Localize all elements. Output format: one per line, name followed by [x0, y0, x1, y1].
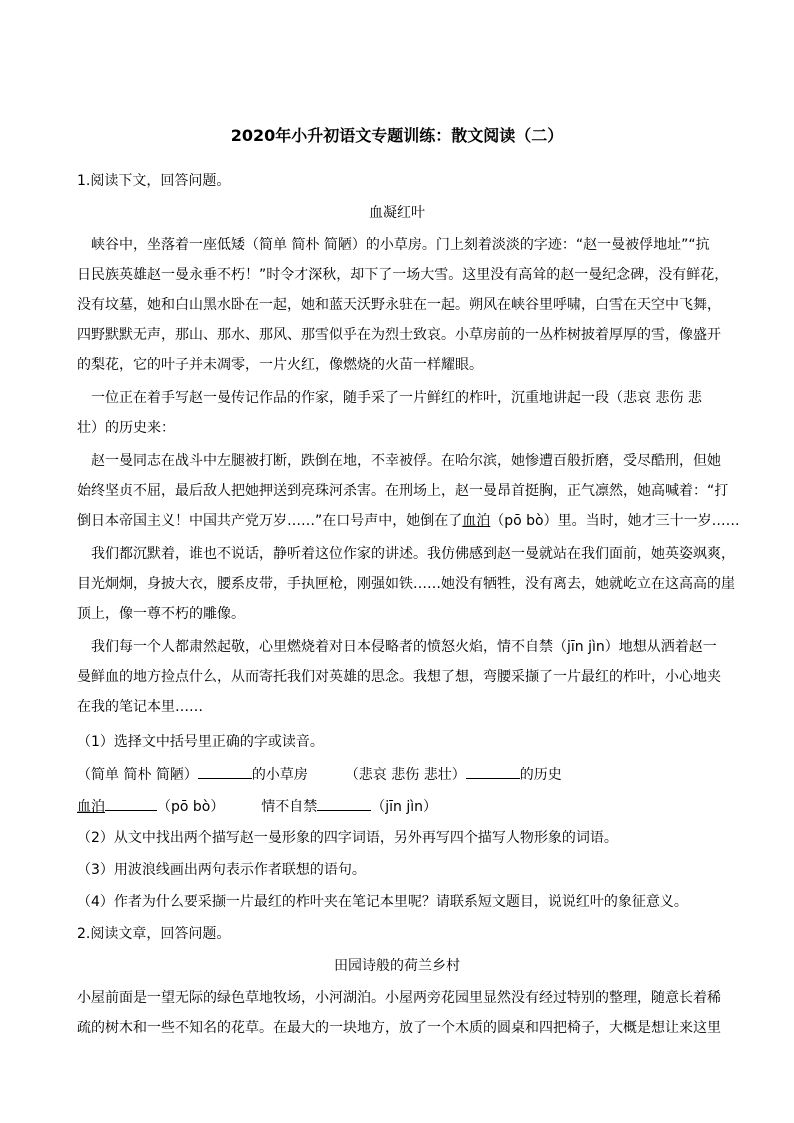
answer-blank[interactable]: [317, 796, 371, 811]
document-title: 2020年小升初语文专题训练：散文阅读（二）: [230, 126, 564, 145]
answer-blank[interactable]: [105, 796, 157, 811]
passage-1-line: 顶上，像一尊不朽的雕像。: [77, 606, 245, 622]
passage-1-line: 没有坟墓，她和白山黑水卧在一起，她和蓝天沃野永驻在一起。朔风在峡谷里呼啸，白雪在天空中飞舞，: [77, 297, 721, 313]
underlined-word: 血泊: [462, 513, 491, 529]
fill-d-pinyin: （jīn jìn）: [371, 799, 438, 815]
fill-c-word: 血泊: [77, 799, 105, 815]
passage-1-line: 一位正在着手写赵一曼传记作品的作家，随手采了一片鲜红的柞叶，沉重地讲起一段（悲哀 悲伤 悲: [91, 390, 702, 406]
passage-2-title: 田园诗般的荷兰乡村: [334, 958, 460, 974]
passage-1-line: 的梨花，它的叶子并未凋零，一片火红，像燃烧的火苗一样耀眼。: [77, 357, 483, 373]
answer-blank[interactable]: [198, 764, 252, 779]
passage-1-title: 血凝红叶: [369, 205, 425, 221]
sub-question-1: （1）选择文中括号里正确的字或读音。: [77, 734, 324, 750]
passage-1-line: 四野默默无声，那山、那水、那风、那雪似乎在为烈士致哀。小草房前的一丛柞树披着厚厚的雪，像盛开: [77, 327, 721, 343]
fill-b-options: （悲哀 悲伤 悲壮）: [344, 767, 466, 783]
passage-1-line: 壮）的历史来：: [77, 420, 175, 436]
fill-a-suffix: 的小草房: [251, 767, 308, 783]
passage-2-line: 疏的树木和一些不知名的花草。在最大的一块地方，放了一个木质的圆桌和四把椅子，大概是想让来这里: [77, 1020, 721, 1036]
sub-question-2: （2）从文中找出两个描写赵一曼形象的四字词语，另外再写四个描写人物形象的词语。: [77, 830, 618, 846]
passage-1-line: 曼鲜血的地方捡点什么，从而寄托我们对英雄的思念。我想了想，弯腰采撷了一片最红的柞叶，小心地夹: [77, 669, 721, 685]
passage-1-line: 日民族英雄赵一曼永垂不朽！”时令才深秋，却下了一场大雪。这里没有高耸的赵一曼纪念碑，没有鲜花，: [77, 267, 729, 283]
question-1-intro: 1.阅读下文，回答问题。: [77, 173, 231, 189]
fill-row-2: [77, 796, 437, 817]
sub-question-3: （3）用波浪线画出两句表示作者联想的语句。: [77, 862, 366, 878]
fill-b-suffix: 的历史: [519, 767, 562, 783]
passage-1-line: 始终坚贞不屈，最后敌人把她押送到亮珠河杀害。在刑场上，赵一曼昂首挺胸，正气凛然，她高喊着：“打: [77, 483, 729, 499]
passage-1-line: 目光炯炯，身披大衣，腰系皮带，手执匣枪，刚强如铁……她没有牺牲，没有离去，她就屹立在这高高的崖: [77, 576, 735, 592]
passage-1-line: 我们都沉默着，谁也不说话，静听着这位作家的讲述。我仿佛感到赵一曼就站在我们面前，她英姿飒爽，: [91, 546, 735, 562]
passage-1-line: 赵一曼同志在战斗中左腿被打断，跌倒在地，不幸被俘。在哈尔滨，她惨遭百般折磨，受尽酷刑，但她: [91, 453, 721, 469]
passage-1-line: 在我的笔记本里……: [77, 699, 203, 715]
fill-d-word: 情不自禁: [261, 799, 318, 815]
fill-c-pinyin: （pō bò）: [157, 799, 225, 815]
passage-1-text: 倒日本帝国主义！中国共产党万岁……”在口号声中，她倒在了: [77, 513, 463, 529]
passage-2-line: 小屋前面是一望无际的绿色草地牧场，小河湖泊。小屋两旁花园里显然没有经过特别的整理，随意长着稀: [77, 990, 721, 1006]
answer-blank[interactable]: [466, 764, 520, 779]
sub-question-4: （4）作者为什么要采撷一片最红的柞叶夹在笔记本里呢？请联系短文题目，说说红叶的象征意义。: [77, 894, 688, 910]
passage-1-line: 我们每一个人都肃然起敬，心里燃烧着对日本侵略者的愤怒火焰，情不自禁（jīn jìn）地想从洒着赵一: [91, 639, 717, 655]
passage-1-line: 峡谷中，坐落着一座低矮（简单 简朴 简陋）的小草房。门上刻着淡淡的字迹：“赵一曼被俘地址”“抗: [91, 237, 710, 253]
question-2-intro: 2.阅读文章，回答问题。: [77, 926, 231, 942]
passage-1-line: [77, 511, 740, 531]
passage-1-text: （pō bò）里。当时，她才三十一岁……: [490, 513, 740, 529]
fill-a-options: （简单 简朴 简陋）: [77, 767, 198, 783]
fill-row-1: [77, 764, 562, 785]
